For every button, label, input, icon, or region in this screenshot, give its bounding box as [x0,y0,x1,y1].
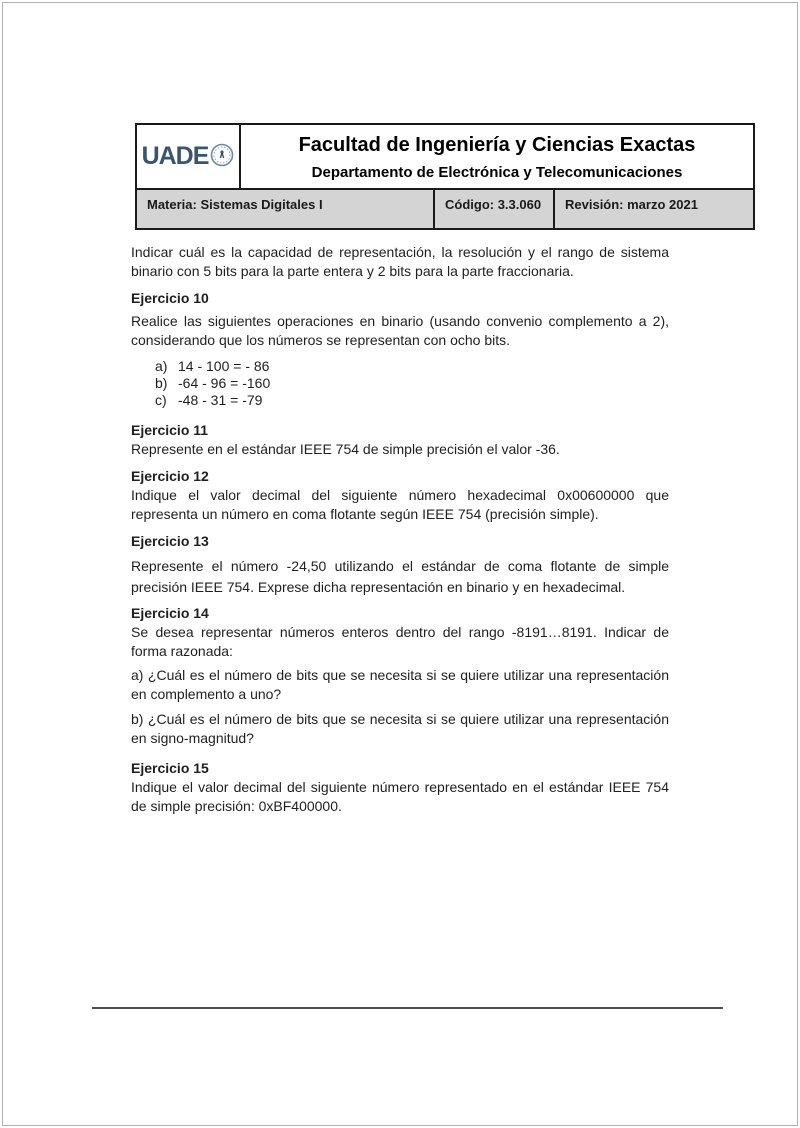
exercise-15-paragraph: Indique el valor decimal del siguiente número representado en el estándar IEEE 754 de simple precisión: 0xBF400000. [131,779,669,814]
exercise-10-operations-list [155,358,669,409]
document-content [131,243,669,816]
header-table [135,123,755,230]
codigo-cell: Código: 3.3.060 [435,190,555,228]
exercise-14-item-a: a) ¿Cuál es el número de bits que se necesita si se quiere utilizar una representación en complemento a uno? [131,667,669,702]
exercise-12-paragraph: Indique el valor decimal del siguiente número hexadecimal 0x00600000 que representa un número en coma flotante según IEEE 754 (precisión simple). [131,487,669,522]
exercise-12-title: Ejercicio 12 [131,468,209,484]
list-item [155,375,669,392]
materia-cell: Materia: Sistemas Digitales I [137,190,435,228]
exercise-13-paragraph: Represente el número -24,50 utilizando el estándar de coma flotante de simple precisión IEEE 754. Exprese dicha representación en binario y en hexadecimal. [131,558,669,595]
list-item-label: c) [155,392,167,408]
list-item-text: -64 - 96 = -160 [178,375,271,391]
exercise-15-title: Ejercicio 15 [131,760,209,776]
list-item-label: b) [155,375,168,391]
faculty-title: Facultad de Ingeniería y Ciencias Exactas [298,134,696,156]
exercise-14-item-b: b) ¿Cuál es el número de bits que se necesita si se quiere utilizar una representación en signo-magnitud? [131,711,669,746]
uade-emblem-icon [210,143,234,167]
list-item [155,358,669,375]
exercise-14-title: Ejercicio 14 [131,605,209,621]
exercise-11-title: Ejercicio 11 [131,422,209,438]
revision-cell: Revisión: marzo 2021 [565,197,698,212]
title-cell [241,125,753,188]
exercise-10-title: Ejercicio 10 [131,290,209,306]
logo-cell [137,125,241,188]
exercise-11-paragraph: Represente en el estándar IEEE 754 de simple precisión el valor -36. [131,441,560,457]
footer-divider [92,1007,723,1009]
list-item-text: -48 - 31 = -79 [178,392,263,408]
intro-paragraph: Indicar cuál es la capacidad de representación, la resolución y el rango de sistema binario con 5 bits para la parte entera y 2 bits para la parte fraccionaria. [131,244,669,279]
list-item-text: 14 - 100 = - 86 [178,358,270,374]
department-subtitle: Departamento de Electrónica y Telecomunicaciones [311,164,683,181]
header-meta-row [137,188,753,228]
list-item [155,392,669,409]
uade-logo: UADE [141,142,209,170]
exercise-13-title: Ejercicio 13 [131,533,209,549]
exercise-10-paragraph: Realice las siguientes operaciones en binario (usando convenio complemento a 2), considerando que los números se representan con ocho bits. [131,313,669,348]
header-top-row [137,125,753,188]
exercise-14-paragraph: Se desea representar números enteros dentro del rango -8191…8191. Indicar de forma razonada: [131,624,669,659]
list-item-label: a) [155,358,168,374]
